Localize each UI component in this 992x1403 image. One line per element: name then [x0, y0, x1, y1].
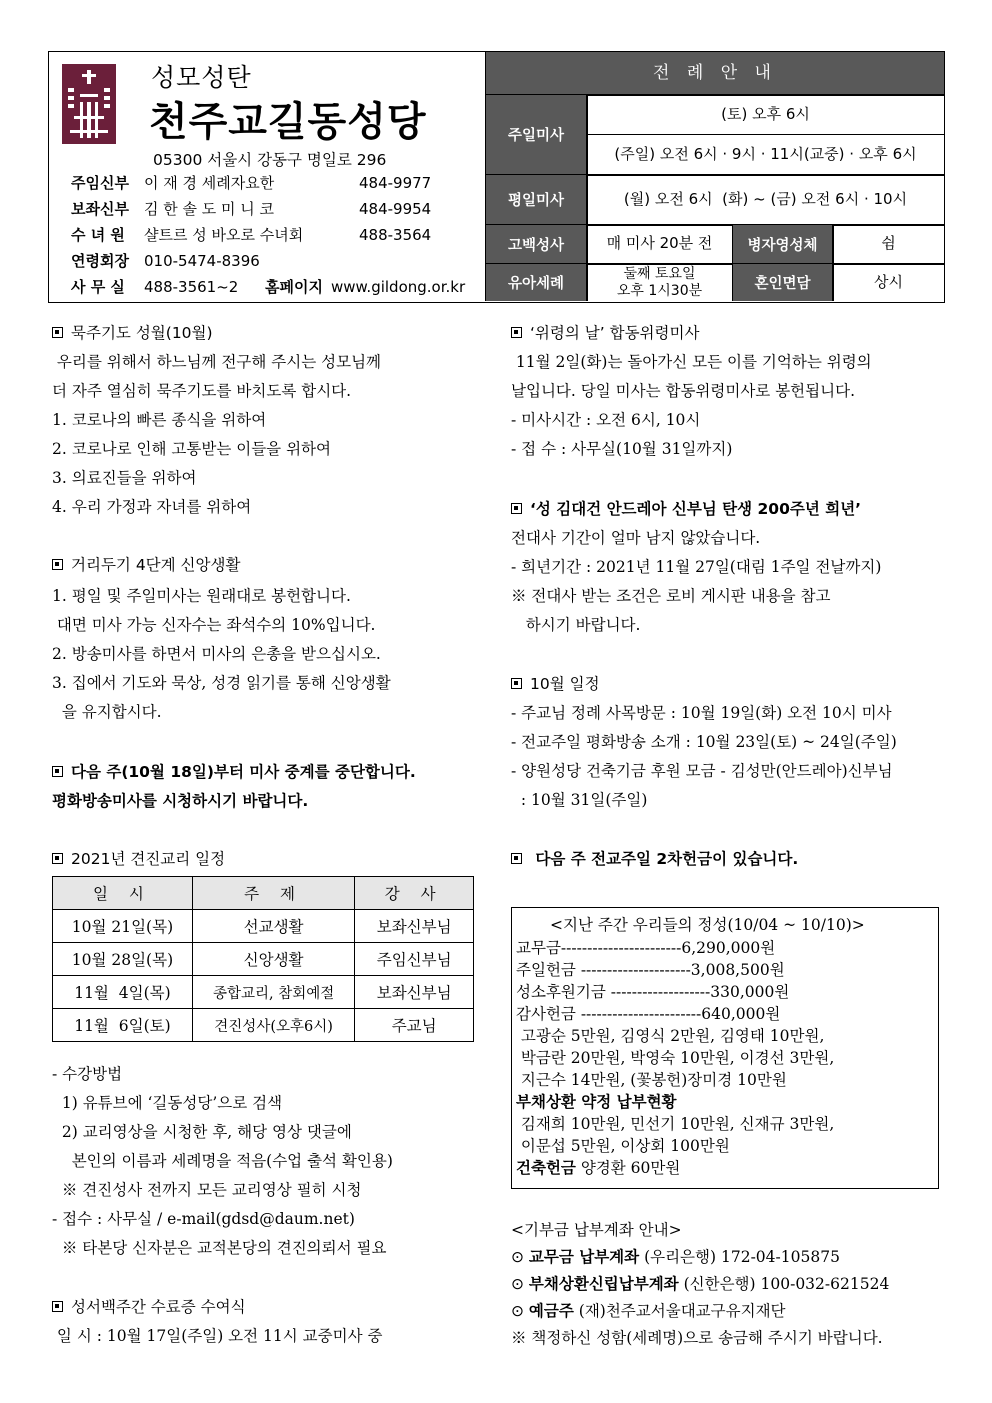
jubilee-title: ‘성 김대건 안드레아 신부님 탄생 200주년 희년’: [530, 500, 862, 518]
cell-lecturer: 주교님: [355, 1009, 474, 1042]
account-label: 교무금 납부계좌: [528, 1247, 640, 1266]
bullet-square-icon: [511, 853, 522, 864]
rosary-title: 묵주기도 성월(10월): [71, 324, 213, 342]
cell-topic: 견진성사(오후6시): [192, 1009, 354, 1042]
building-fund-label: 건축헌금: [516, 1159, 576, 1177]
col-header-date: 일 시: [53, 877, 193, 910]
liturgy-title: 전 례 안 내: [486, 52, 944, 94]
building-fund-line: [516, 1157, 680, 1179]
homepage-link[interactable]: www.gildong.or.kr: [331, 278, 466, 296]
staff-role: 수 녀 원: [71, 226, 125, 244]
distancing-line: 을 유지합시다.: [52, 703, 162, 721]
jubilee-line: ※ 전대사 받는 조건은 로비 게시판 내용을 참고: [511, 587, 831, 605]
cell-topic: 선교생활: [192, 910, 354, 943]
offering-line: 성소후원기금 -------------------330,000원: [516, 983, 790, 1001]
sunday-mass-sat: (토) 오후 6시: [721, 104, 810, 123]
staff-phone: 484-9954: [359, 200, 432, 218]
bullet-square-icon: [511, 503, 522, 514]
october-line: - 양원성당 건축기금 후원 모금 - 김성만(안드레아)신부님: [511, 762, 893, 780]
donation-title: <기부금 납부계좌 안내>: [511, 1221, 682, 1239]
distancing-line: 1. 평일 및 주일미사는 원래대로 봉헌합니다.: [52, 587, 351, 605]
staff-name: 샬트르 성 바오로 수녀회: [144, 226, 304, 244]
sick-communion-value: 쉼: [881, 234, 896, 253]
account-value: (재)천주교서울대교구유지재단: [573, 1302, 786, 1320]
bullet-square-icon: [52, 853, 63, 864]
cell-topic: 신앙생활: [192, 943, 354, 976]
homepage-label: 홈페이지: [265, 278, 323, 296]
weekday-mass-label: 평일미사: [486, 175, 586, 224]
debt-line: 김재희 10만원, 민선기 10만원, 신재규 3만원,: [516, 1115, 835, 1133]
sick-communion-label: 병자영성체: [733, 225, 832, 263]
bible-heading: [52, 1295, 246, 1317]
office-phone: 488-3561~2: [144, 278, 239, 296]
jubilee-heading: [511, 497, 861, 519]
cell-date: 10월 21일(목): [53, 910, 193, 943]
staff-phone: 488-3564: [359, 226, 432, 244]
cell-lecturer: 보좌신부님: [355, 910, 474, 943]
rosary-line: 더 자주 열심히 묵주기도를 바치도록 합시다.: [52, 382, 352, 400]
account-value: (우리은행) 172-04-105875: [639, 1248, 840, 1266]
cell-date: 10월 28일(목): [53, 943, 193, 976]
bullet-square-icon: [52, 766, 63, 777]
bullet-square-icon: [52, 559, 63, 570]
confirmation-line: 본인의 이름과 세례명을 적음(수업 출석 확인용): [52, 1152, 393, 1170]
table-header-row: [53, 877, 474, 910]
sunday-mass-label: 주일미사: [486, 95, 586, 174]
cell-date: 11월 4일(목): [53, 976, 193, 1009]
donation-note: ※ 책정하신 성함(세례명)으로 송금해 주시기 바랍니다.: [511, 1329, 883, 1347]
october-line: - 전교주일 평화방송 소개 : 10월 23일(토) ~ 24일(주일): [511, 733, 897, 751]
church-address: 05300 서울시 강동구 명일로 296: [153, 151, 387, 169]
rosary-line: 4. 우리 가정과 자녀를 위하여: [52, 498, 252, 516]
confirmation-line: 1) 유튜브에 ‘길동성당’으로 검색: [52, 1094, 283, 1112]
staff-role: 보좌신부: [71, 200, 129, 218]
confirmation-line: - 접수 : 사무실 / e-mail(gdsd@daum.net): [52, 1210, 355, 1228]
confirmation-title: 2021년 견진교리 일정: [71, 850, 226, 868]
cell-lecturer: 보좌신부님: [355, 976, 474, 1009]
confirmation-line: ※ 견진성사 전까지 모든 교리영상 필히 시청: [52, 1181, 362, 1199]
confession-time: 매 미사 20분 전: [606, 234, 713, 253]
mission-heading: [511, 847, 798, 869]
building-fund-value: 양경환 60만원: [575, 1159, 681, 1177]
broadcast-line: 평화방송미사를 시청하시기 바랍니다.: [52, 792, 309, 810]
memorial-line: - 접 수 : 사무실(10월 31일까지): [511, 440, 733, 458]
church-subtitle: 성모성탄: [151, 63, 252, 92]
broadcast-title: 다음 주(10월 18일)부터 미사 중계를 중단합니다.: [71, 763, 416, 781]
donation-account-row: [511, 1272, 889, 1294]
offering-line: 감사헌금 -----------------------640,000원: [516, 1005, 781, 1023]
confirmation-line: 2) 교리영상을 시청한 후, 해당 영상 댓글에: [52, 1123, 352, 1141]
october-line: : 10월 31일(주일): [511, 791, 648, 809]
baptism-hour: 오후 1시30분: [616, 282, 703, 299]
cell-topic: 종합교리, 참회예절: [192, 976, 354, 1009]
rosary-line: 3. 의료진들을 위하여: [52, 469, 197, 487]
marriage-value: 상시: [874, 272, 903, 291]
staff-name: 010-5474-8396: [144, 252, 260, 270]
distancing-line: 2. 방송미사를 하면서 미사의 은총을 받으십시오.: [52, 645, 381, 663]
table-row: [53, 1009, 474, 1042]
rosary-heading: [52, 321, 213, 343]
staff-phone: 484-9977: [359, 174, 432, 192]
memorial-line: - 미사시간 : 오전 6시, 10시: [511, 411, 701, 429]
mission-title: 다음 주 전교주일 2차헌금이 있습니다.: [530, 850, 799, 868]
infant-baptism-time: [587, 264, 732, 301]
account-label: 부채상환신립납부계좌: [528, 1274, 679, 1293]
memorial-line: 11월 2일(화)는 돌아가신 모든 이를 기억하는 위령의: [511, 353, 872, 371]
staff-name: 이 재 경 세례자요한: [144, 174, 275, 192]
bullet-circle-icon: ⊙: [511, 1248, 529, 1266]
cell-lecturer: 주임신부님: [355, 943, 474, 976]
sunday-mass-sun: (주일) 오전 6시 · 9시 · 11시(교중) · 오후 6시: [614, 144, 917, 163]
bullet-circle-icon: ⊙: [511, 1302, 529, 1320]
marriage-label: 혼인면담: [733, 264, 832, 301]
staff-role: 주임신부: [71, 174, 129, 192]
donation-account-row: [511, 1299, 786, 1321]
cell-date: 11월 6일(토): [53, 1009, 193, 1042]
church-info: [49, 52, 485, 301]
offering-summary-box: [511, 907, 939, 1189]
bulletin-header: [48, 51, 945, 303]
jubilee-line: - 희년기간 : 2021년 11월 27일(대림 1주일 전날까지): [511, 558, 882, 576]
donation-account-row: [511, 1245, 840, 1267]
table-row: [53, 910, 474, 943]
bible-line: 일 시 : 10월 17일(주일) 오전 11시 교중미사 중: [52, 1327, 383, 1345]
debt-line: 이문섭 5만원, 이상회 100만원: [516, 1137, 730, 1155]
confirmation-line: ※ 타본당 신자분은 교적본당의 견진의뢰서 필요: [52, 1239, 387, 1257]
col-header-topic: 주 제: [192, 877, 354, 910]
liturgy-guide: [485, 52, 944, 301]
october-line: - 주교님 정례 사목방문 : 10월 19일(화) 오전 10시 미사: [511, 704, 892, 722]
memorial-title: ‘위령의 날’ 합동위령미사: [530, 324, 700, 342]
offering-donor-line: 박금란 20만원, 박영숙 10만원, 이경선 3만원,: [516, 1049, 835, 1067]
memorial-line: 날입니다. 당일 미사는 합동위령미사로 봉헌됩니다.: [511, 382, 855, 400]
church-name: 천주교길동성당: [149, 99, 427, 145]
jubilee-line: 하시기 바랍니다.: [511, 616, 641, 634]
col-header-lecturer: 강 사: [355, 877, 474, 910]
offering-line: 주일헌금 ---------------------3,008,500원: [516, 961, 785, 979]
rosary-line: 2. 코로나로 인해 고통받는 이들을 위하여: [52, 440, 331, 458]
distancing-title: 거리두기 4단계 신앙생활: [71, 556, 241, 574]
confirmation-line: - 수강방법: [52, 1065, 123, 1083]
bullet-square-icon: [52, 327, 63, 338]
broadcast-heading: [52, 760, 416, 782]
account-label: 예금주: [528, 1301, 574, 1320]
bullet-circle-icon: ⊙: [511, 1275, 529, 1293]
weekday-mass-times: (월) 오전 6시 (화) ~ (금) 오전 6시 · 10시: [623, 189, 908, 208]
bullet-square-icon: [511, 327, 522, 338]
distancing-heading: [52, 553, 240, 575]
bible-title: 성서백주간 수료증 수여식: [71, 1298, 246, 1316]
distancing-line: 대면 미사 가능 신자수는 좌석수의 10%입니다.: [52, 616, 376, 634]
church-logo-icon: [62, 64, 116, 144]
confirmation-schedule-table: [52, 876, 474, 1042]
staff-role: 연령회장: [71, 252, 129, 270]
offering-line: 교무금-----------------------6,290,000원: [516, 939, 776, 957]
memorial-heading: [511, 321, 699, 343]
distancing-line: 3. 집에서 기도와 묵상, 성경 읽기를 통해 신앙생활: [52, 674, 391, 692]
confession-label: 고백성사: [486, 225, 586, 263]
offering-donor-line: 고광순 5만원, 김영식 2만원, 김영태 10만원,: [516, 1027, 825, 1045]
table-row: [53, 976, 474, 1009]
infant-baptism-label: 유아세례: [486, 264, 586, 301]
account-value: (신한은행) 100-032-621524: [678, 1275, 890, 1293]
rosary-line: 1. 코로나의 빠른 종식을 위하여: [52, 411, 267, 429]
table-row: [53, 943, 474, 976]
jubilee-line: 전대사 기간이 얼마 남지 않았습니다.: [511, 529, 761, 547]
offering-donor-line: 지근수 14만원, (꽃봉헌)장미경 10만원: [516, 1071, 787, 1089]
october-title: 10월 일정: [530, 675, 600, 693]
bullet-square-icon: [511, 678, 522, 689]
staff-role: 사 무 실: [71, 278, 125, 296]
offering-title: <지난 주간 우리들의 정성(10/04 ~ 10/10)>: [550, 916, 865, 934]
bullet-square-icon: [52, 1301, 63, 1312]
october-heading: [511, 672, 600, 694]
rosary-line: 우리를 위해서 하느님께 전구해 주시는 성모님께: [52, 353, 382, 371]
confirmation-heading: [52, 847, 225, 869]
baptism-day: 둘째 토요일: [623, 266, 696, 283]
staff-name: 김 한 솔 도 미 니 코: [144, 200, 275, 218]
debt-title: 부채상환 약정 납부현황: [516, 1093, 677, 1111]
